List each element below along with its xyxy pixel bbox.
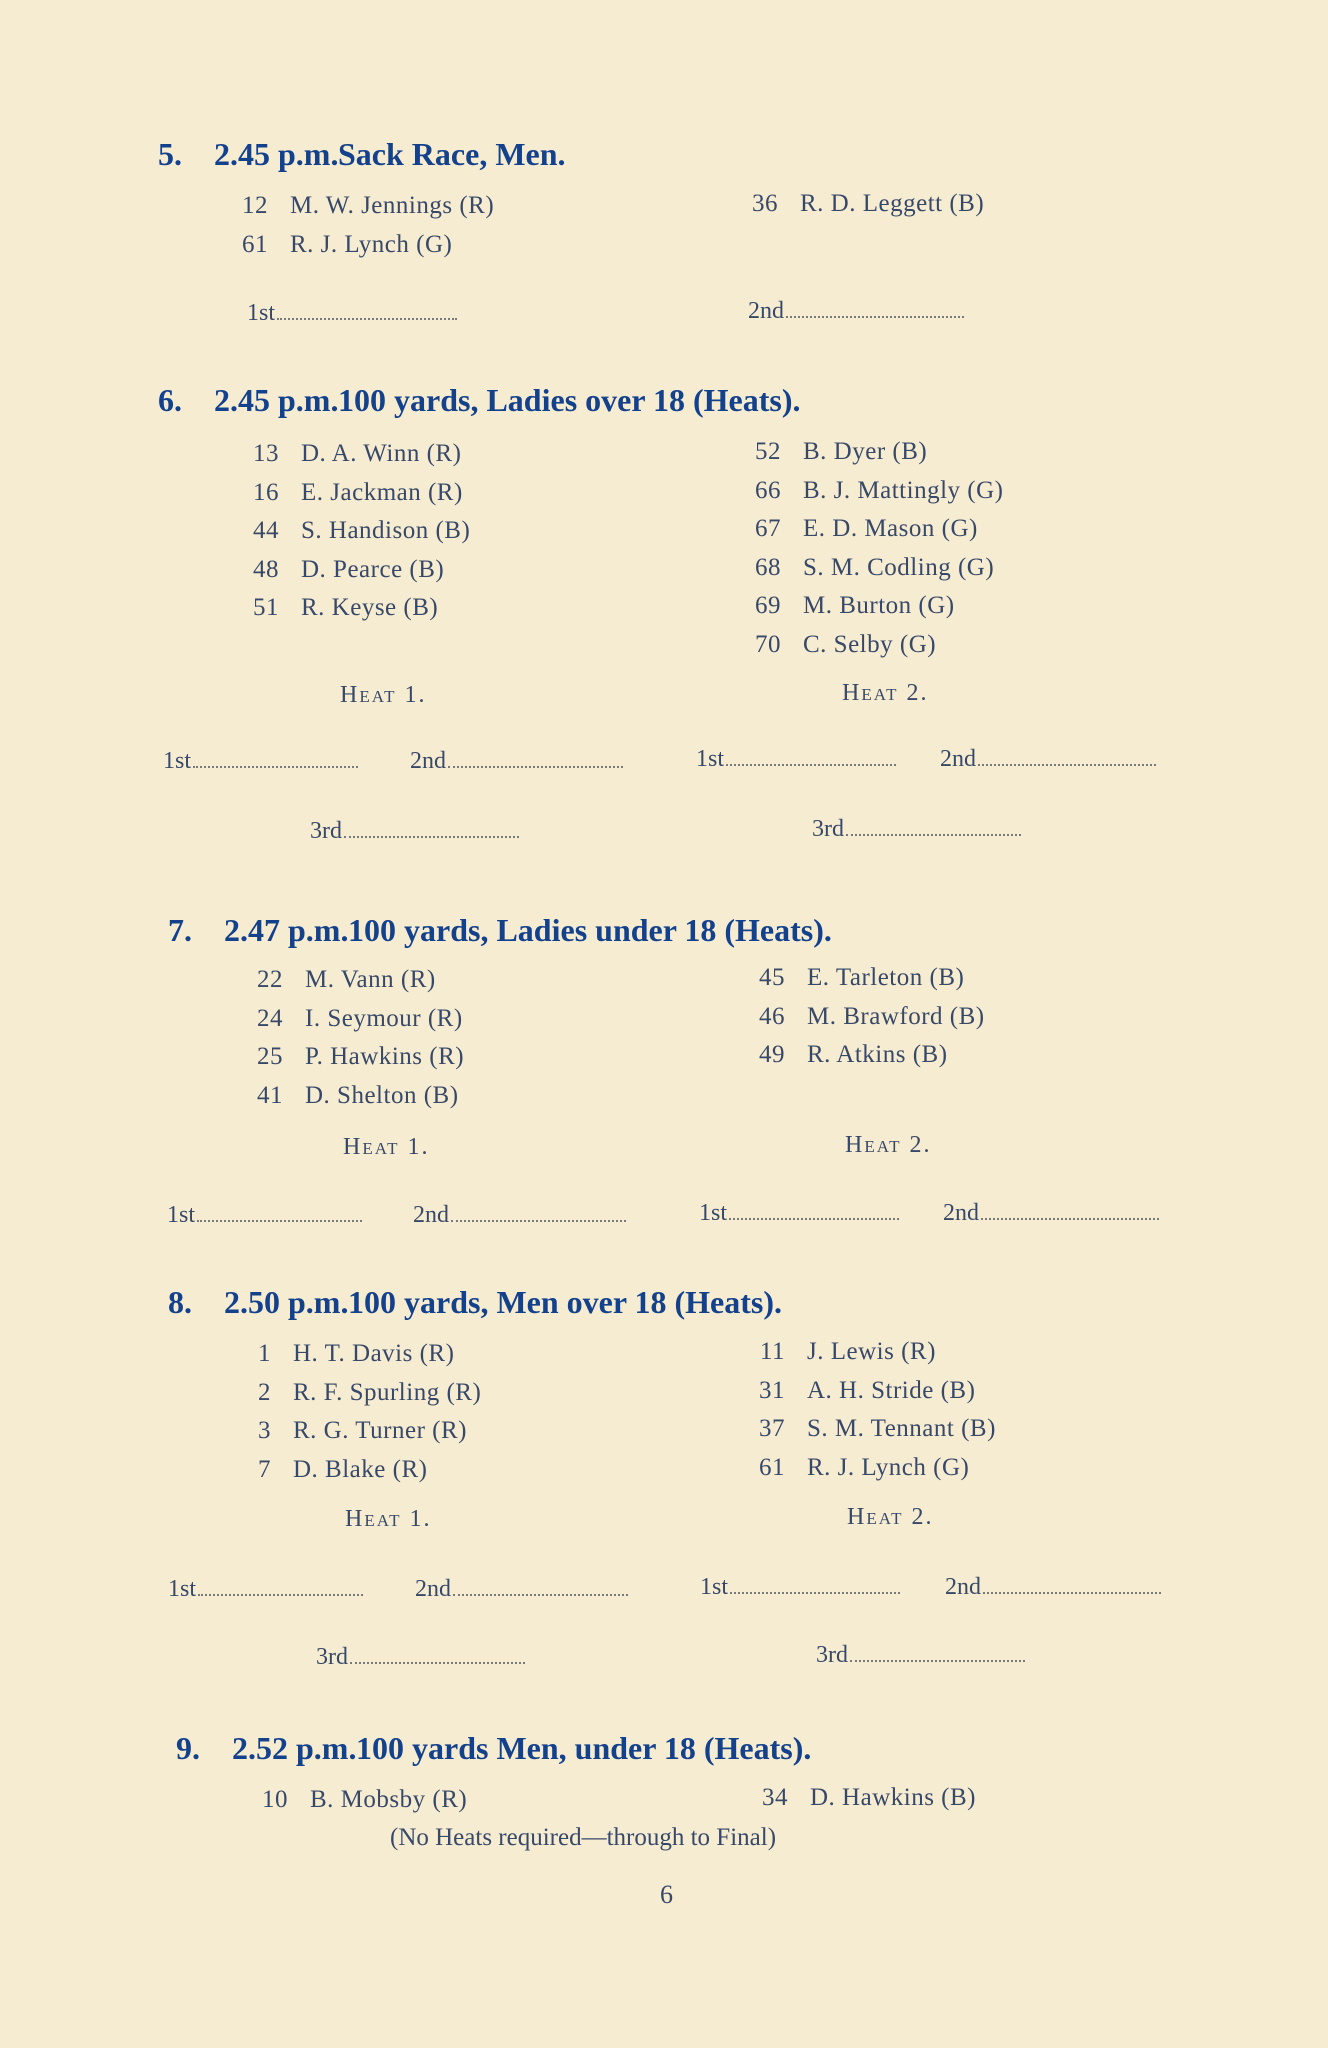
write-in-line[interactable] bbox=[198, 1592, 363, 1596]
entry-number: 61 bbox=[759, 1453, 785, 1481]
event-time: 2.45 p.m. bbox=[214, 136, 339, 172]
entry-number: 12 bbox=[242, 192, 268, 219]
event-title: 100 yards, Ladies under 18 (Heats). bbox=[348, 912, 832, 948]
entry bbox=[745, 554, 1003, 593]
event-heading bbox=[158, 382, 800, 419]
write-in-line[interactable] bbox=[453, 1592, 628, 1596]
heat-1-result-3rd bbox=[310, 818, 519, 845]
heat-1-result-2nd bbox=[410, 748, 623, 775]
entry bbox=[235, 1379, 481, 1418]
entry-number: 37 bbox=[759, 1415, 785, 1442]
heat-1-result-1st bbox=[163, 748, 358, 775]
entry-name: B. Mobsby (R) bbox=[310, 1786, 468, 1813]
write-in-line[interactable] bbox=[197, 1218, 362, 1222]
entry-number: 46 bbox=[759, 1002, 785, 1030]
entry bbox=[235, 1456, 481, 1495]
entries-right bbox=[752, 1784, 976, 1823]
heat-2-result-2nd bbox=[940, 746, 1156, 773]
entry bbox=[742, 190, 984, 229]
place-label: 2nd bbox=[410, 748, 446, 774]
entry bbox=[247, 1043, 464, 1082]
entry bbox=[745, 631, 1003, 670]
entry-number: 34 bbox=[762, 1784, 788, 1811]
event-heading bbox=[158, 136, 566, 173]
write-in-line[interactable] bbox=[729, 1216, 899, 1220]
event-number: 5. bbox=[158, 136, 182, 172]
entry-number: 41 bbox=[257, 1081, 283, 1109]
entry-number: 16 bbox=[253, 478, 279, 506]
place-label: 1st bbox=[696, 746, 725, 772]
entry bbox=[252, 1786, 467, 1825]
entry bbox=[749, 1338, 996, 1377]
event-title: 100 yards Men, under 18 (Heats). bbox=[356, 1730, 812, 1766]
entry-number: 10 bbox=[262, 1786, 288, 1813]
result-1st bbox=[247, 300, 457, 327]
heat-2-label: Heat 2. bbox=[842, 680, 929, 706]
entry bbox=[232, 192, 494, 231]
entry-number: 48 bbox=[253, 555, 279, 583]
entry-name: B. Dyer (B) bbox=[803, 438, 928, 465]
entry-name: S. M. Tennant (B) bbox=[807, 1415, 996, 1442]
entry bbox=[235, 1340, 481, 1379]
entry-number: 68 bbox=[755, 553, 781, 581]
entry-name: M. W. Jennings (R) bbox=[290, 192, 495, 219]
entry bbox=[247, 1082, 464, 1121]
entry bbox=[243, 440, 470, 479]
place-label: 3rd bbox=[310, 818, 342, 844]
entry-name: A. H. Stride (B) bbox=[807, 1376, 976, 1404]
write-in-line[interactable] bbox=[978, 762, 1156, 766]
entry-name: I. Seymour (R) bbox=[305, 1004, 463, 1032]
heat-2-result-3rd bbox=[812, 816, 1021, 843]
entry-name: R. J. Lynch (G) bbox=[807, 1453, 970, 1481]
event-title: 100 yards, Men over 18 (Heats). bbox=[348, 1284, 782, 1320]
entry bbox=[243, 594, 470, 633]
place-label: 1st bbox=[163, 748, 192, 774]
entry-name: R. Atkins (B) bbox=[807, 1041, 948, 1068]
entry bbox=[749, 1041, 985, 1080]
place-label: 2nd bbox=[940, 746, 976, 772]
entry bbox=[749, 1454, 996, 1493]
write-in-line[interactable] bbox=[277, 316, 457, 320]
result-2nd bbox=[748, 298, 964, 325]
write-in-line[interactable] bbox=[448, 764, 623, 768]
page-number: 6 bbox=[660, 1880, 673, 1909]
write-in-line[interactable] bbox=[850, 1658, 1025, 1662]
entry bbox=[745, 515, 1003, 554]
heat-2-result-1st bbox=[696, 746, 896, 773]
event-number: 8. bbox=[168, 1284, 192, 1320]
entry-name: D. Shelton (B) bbox=[305, 1081, 459, 1109]
place-label: 2nd bbox=[415, 1576, 451, 1602]
entry-name: S. Handison (B) bbox=[301, 517, 471, 544]
entry bbox=[232, 231, 494, 270]
entry-name: E. Jackman (R) bbox=[301, 478, 463, 506]
entry-name: B. J. Mattingly (G) bbox=[803, 476, 1004, 504]
event-time: 2.47 p.m. bbox=[224, 912, 349, 948]
entries-left bbox=[247, 966, 464, 1120]
entries-right bbox=[745, 438, 1003, 669]
entry-number: 70 bbox=[755, 630, 781, 658]
entry bbox=[745, 592, 1003, 631]
event-heading bbox=[168, 1284, 782, 1321]
heat-1-result-3rd bbox=[316, 1644, 525, 1671]
heat-1-label: Heat 1. bbox=[343, 1134, 430, 1160]
place-label: 1st bbox=[168, 1576, 197, 1602]
place-label: 2nd bbox=[945, 1574, 981, 1600]
write-in-line[interactable] bbox=[344, 834, 519, 838]
entry-name: E. Tarleton (B) bbox=[807, 964, 965, 991]
entry-name: R. F. Spurling (R) bbox=[293, 1378, 482, 1406]
entry bbox=[243, 556, 470, 595]
event-time: 2.45 p.m. bbox=[214, 382, 339, 418]
heat-1-result-2nd bbox=[413, 1202, 626, 1229]
heat-1-label: Heat 1. bbox=[340, 682, 427, 708]
heat-2-label: Heat 2. bbox=[845, 1132, 932, 1158]
heats-note: (No Heats required—through to Final) bbox=[390, 1824, 777, 1851]
write-in-line[interactable] bbox=[726, 762, 896, 766]
entry bbox=[745, 477, 1003, 516]
entry bbox=[749, 1415, 996, 1454]
heat-2-result-2nd bbox=[943, 1200, 1159, 1227]
entry-name: H. T. Davis (R) bbox=[293, 1340, 455, 1367]
entry-number: 1 bbox=[258, 1340, 271, 1367]
entry-name: D. A. Winn (R) bbox=[301, 440, 462, 467]
heat-1-result-2nd bbox=[415, 1576, 628, 1603]
heat-1-label: Heat 1. bbox=[345, 1506, 432, 1532]
entries-right bbox=[742, 190, 984, 229]
entries-left bbox=[243, 440, 470, 633]
entry bbox=[752, 1784, 976, 1823]
entry bbox=[235, 1417, 481, 1456]
event-number: 7. bbox=[168, 912, 192, 948]
entry-name: S. M. Codling (G) bbox=[803, 553, 995, 581]
entry-number: 69 bbox=[755, 592, 781, 619]
entry-name: J. Lewis (R) bbox=[807, 1338, 936, 1365]
entry bbox=[749, 1377, 996, 1416]
place-label: 1st bbox=[700, 1574, 729, 1600]
entry bbox=[745, 438, 1003, 477]
entry-name: D. Pearce (B) bbox=[301, 555, 445, 583]
entry-number: 49 bbox=[759, 1041, 785, 1068]
write-in-line[interactable] bbox=[730, 1590, 900, 1594]
entry-number: 2 bbox=[258, 1378, 271, 1406]
entry-number: 25 bbox=[257, 1043, 283, 1070]
entries-left bbox=[232, 192, 494, 269]
entry-number: 36 bbox=[752, 190, 778, 217]
entries-left bbox=[252, 1786, 467, 1825]
entry-name: R. G. Turner (R) bbox=[293, 1417, 467, 1444]
event-time: 2.52 p.m. bbox=[232, 1730, 357, 1766]
entry-number: 45 bbox=[759, 964, 785, 991]
heat-2-label: Heat 2. bbox=[847, 1504, 934, 1530]
entry-number: 22 bbox=[257, 966, 283, 993]
heat-2-result-1st bbox=[699, 1200, 899, 1227]
entry-number: 52 bbox=[755, 438, 781, 465]
entry-number: 51 bbox=[253, 594, 279, 621]
entry-name: M. Brawford (B) bbox=[807, 1002, 985, 1030]
entry-number: 11 bbox=[759, 1338, 785, 1365]
place-label: 2nd bbox=[748, 298, 784, 324]
place-label: 3rd bbox=[316, 1644, 348, 1670]
write-in-line[interactable] bbox=[350, 1660, 525, 1664]
entry-name: P. Hawkins (R) bbox=[305, 1043, 465, 1070]
entry-name: R. Keyse (B) bbox=[301, 594, 439, 621]
event-time: 2.50 p.m. bbox=[224, 1284, 349, 1320]
event-title: 100 yards, Ladies over 18 (Heats). bbox=[338, 382, 801, 418]
event-heading bbox=[168, 912, 832, 949]
entry bbox=[247, 966, 464, 1005]
entry-number: 67 bbox=[755, 515, 781, 542]
place-label: 2nd bbox=[413, 1202, 449, 1228]
entry bbox=[247, 1005, 464, 1044]
entries-right bbox=[749, 964, 985, 1080]
entry bbox=[749, 1003, 985, 1042]
place-label: 1st bbox=[167, 1202, 196, 1228]
entry-number: 7 bbox=[258, 1455, 271, 1483]
entry-number: 31 bbox=[759, 1376, 785, 1404]
heat-2-result-2nd bbox=[945, 1574, 1161, 1601]
entry-name: M. Vann (R) bbox=[305, 966, 436, 993]
write-in-line[interactable] bbox=[846, 832, 1021, 836]
entries-right bbox=[749, 1338, 996, 1492]
entry-number: 66 bbox=[755, 476, 781, 504]
event-heading bbox=[176, 1730, 811, 1767]
entries-left bbox=[235, 1340, 481, 1494]
place-label: 2nd bbox=[943, 1200, 979, 1226]
write-in-line[interactable] bbox=[983, 1590, 1161, 1594]
heat-1-result-1st bbox=[167, 1202, 362, 1229]
write-in-line[interactable] bbox=[786, 314, 964, 318]
heat-1-result-1st bbox=[168, 1576, 363, 1603]
entry-name: E. D. Mason (G) bbox=[803, 515, 978, 542]
entry-name: C. Selby (G) bbox=[803, 630, 937, 658]
event-number: 9. bbox=[176, 1730, 200, 1766]
entry-name: D. Hawkins (B) bbox=[810, 1784, 977, 1811]
write-in-line[interactable] bbox=[193, 764, 358, 768]
heat-2-result-3rd bbox=[816, 1642, 1025, 1669]
event-title: Sack Race, Men. bbox=[338, 136, 566, 172]
heat-2-result-1st bbox=[700, 1574, 900, 1601]
entry bbox=[243, 517, 470, 556]
write-in-line[interactable] bbox=[451, 1218, 626, 1222]
entry-number: 24 bbox=[257, 1004, 283, 1032]
place-label: 1st bbox=[699, 1200, 728, 1226]
entry bbox=[749, 964, 985, 1003]
entry-number: 61 bbox=[242, 230, 268, 258]
entry-name: D. Blake (R) bbox=[293, 1455, 428, 1483]
entry-name: M. Burton (G) bbox=[803, 592, 955, 619]
entry-name: R. J. Lynch (G) bbox=[290, 230, 453, 258]
entry bbox=[243, 479, 470, 518]
write-in-line[interactable] bbox=[981, 1216, 1159, 1220]
event-number: 6. bbox=[158, 382, 182, 418]
entry-number: 3 bbox=[258, 1417, 271, 1444]
place-label: 1st bbox=[247, 300, 276, 326]
entry-number: 44 bbox=[253, 517, 279, 544]
place-label: 3rd bbox=[816, 1642, 848, 1668]
entry-name: R. D. Leggett (B) bbox=[800, 190, 985, 217]
place-label: 3rd bbox=[812, 816, 844, 842]
entry-number: 13 bbox=[253, 440, 279, 467]
